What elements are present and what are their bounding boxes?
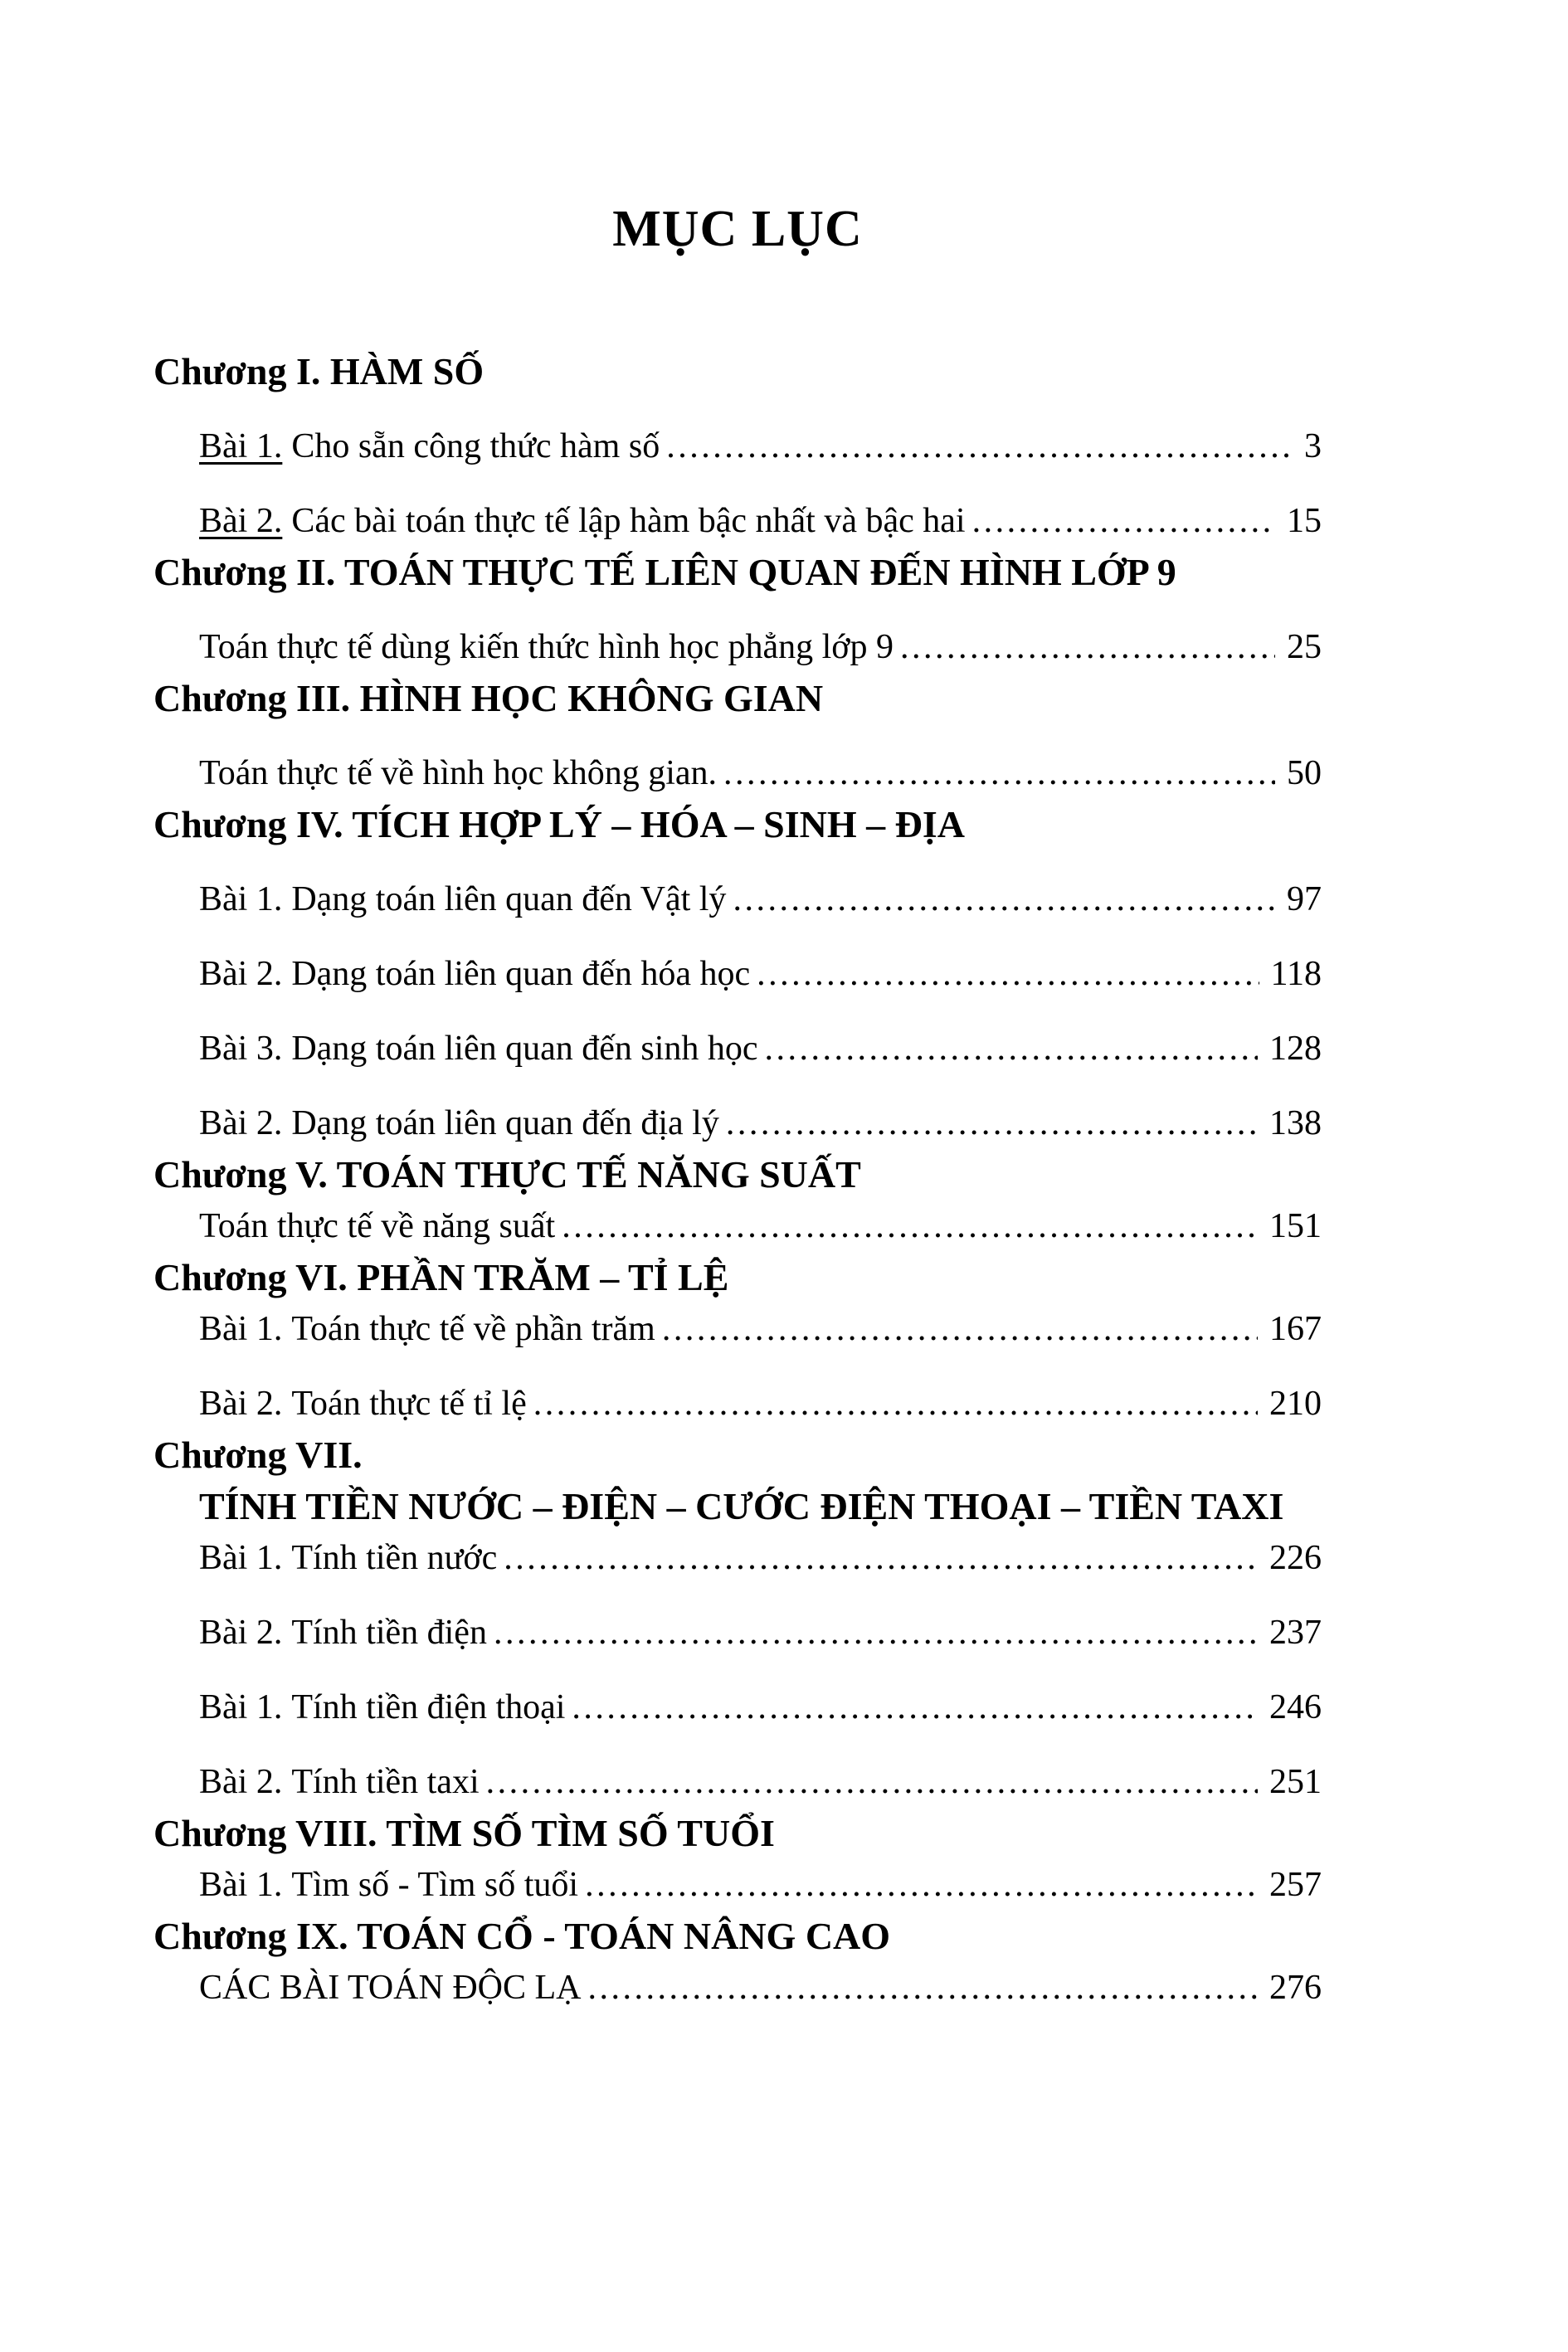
entry-text: Chương IX. TOÁN CỔ - TOÁN NÂNG CAO [153, 1915, 891, 1957]
entry-prefix: Bài 1. [199, 880, 283, 918]
toc-row [153, 495, 1322, 547]
leader-dots [972, 495, 1275, 547]
entry-text: Toán thực tế tỉ lệ [291, 1385, 527, 1423]
toc-row [153, 1429, 1322, 1481]
toc-row [153, 547, 1322, 598]
entry-prefix: Bài 1. [199, 1688, 283, 1726]
entry-prefix: Bài 1. [199, 427, 283, 465]
toc-row [153, 1532, 1322, 1584]
entry-text: CÁC BÀI TOÁN ĐỘC LẠ [199, 1969, 582, 2007]
entry-text: Dạng toán liên quan đến Vật lý [291, 880, 727, 918]
entry-text: Tính tiền điện thoại [291, 1688, 566, 1726]
entry-page: 167 [1269, 1310, 1322, 1348]
entry-prefix: Bài 1. [199, 1866, 283, 1904]
leader-dots [504, 1532, 1258, 1584]
entry-page: 276 [1269, 1969, 1322, 2007]
entry-prefix: Bài 2. [199, 1763, 283, 1801]
entry-text: Tính tiền nước [291, 1539, 498, 1577]
leader-dots [533, 1378, 1258, 1429]
toc-row [153, 673, 1322, 724]
entry-text: Các bài toán thực tế lập hàm bậc nhất và bậc hai [291, 502, 966, 540]
toc-row [153, 1682, 1322, 1733]
leader-dots [585, 1859, 1258, 1911]
entry-text: Toán thực tế dùng kiến thức hình học phẳng lớp 9 [199, 628, 894, 666]
entry-prefix: Bài 3. [199, 1030, 283, 1068]
toc-row [153, 421, 1322, 472]
toc-row [153, 1808, 1322, 1859]
leader-dots [726, 1098, 1258, 1149]
entry-text: Cho sẵn công thức hàm số [291, 427, 660, 465]
toc-row [153, 1859, 1322, 1911]
entry-page: 138 [1269, 1104, 1322, 1142]
entry-prefix: Bài 2. [199, 955, 283, 993]
entry-page: 237 [1269, 1614, 1322, 1652]
toc-row [153, 1962, 1322, 2014]
toc-row [153, 1378, 1322, 1429]
leader-dots [733, 874, 1275, 925]
entry-text: Tính tiền taxi [291, 1763, 480, 1801]
entry-page: 3 [1304, 427, 1322, 465]
entry-page: 251 [1269, 1763, 1322, 1801]
entry-text: Dạng toán liên quan đến hóa học [291, 955, 751, 993]
toc-row [153, 1303, 1322, 1355]
entry-prefix: Bài 1. [199, 1310, 283, 1348]
entry-page: 118 [1270, 955, 1322, 993]
entry-prefix: Bài 2. [199, 1104, 283, 1142]
entry-text: Chương I. HÀM SỐ [153, 350, 485, 392]
toc-row [153, 799, 1322, 850]
entry-page: 97 [1287, 880, 1322, 918]
toc-row [153, 1252, 1322, 1303]
toc-row [153, 948, 1322, 1000]
entry-text: Toán thực tế về hình học không gian. [199, 754, 718, 792]
entry-page: 226 [1269, 1539, 1322, 1577]
toc-list [153, 346, 1322, 2014]
leader-dots [723, 747, 1275, 799]
leader-dots [562, 1200, 1258, 1252]
entry-prefix: Bài 1. [199, 1539, 283, 1577]
toc-row [153, 1607, 1322, 1658]
leader-dots [757, 948, 1259, 1000]
entry-prefix: Bài 2. [199, 1614, 283, 1652]
entry-page: 128 [1269, 1030, 1322, 1068]
leader-dots [765, 1023, 1258, 1074]
page-title: MỤC LỤC [612, 201, 863, 257]
entry-page: 257 [1269, 1866, 1322, 1904]
entry-page: 50 [1287, 754, 1322, 792]
entry-text: Chương IV. TÍCH HỢP LÝ – HÓA – SINH – ĐỊA [153, 803, 965, 845]
leader-dots [572, 1682, 1258, 1733]
entry-text: Chương II. TOÁN THỰC TẾ LIÊN QUAN ĐẾN HÌNH LỚP 9 [153, 551, 1176, 593]
entry-text: Tìm số - Tìm số tuổi [291, 1866, 579, 1904]
toc-row [153, 874, 1322, 925]
entry-text: Chương III. HÌNH HỌC KHÔNG GIAN [153, 677, 824, 719]
leader-dots [900, 621, 1275, 673]
toc-row [153, 1098, 1322, 1149]
entry-page: 210 [1269, 1385, 1322, 1423]
toc-row [153, 621, 1322, 673]
toc-row [153, 1023, 1322, 1074]
entry-text: Tính tiền điện [291, 1614, 487, 1652]
toc-row [153, 1911, 1322, 1962]
entry-text: Chương V. TOÁN THỰC TẾ NĂNG SUẤT [153, 1153, 861, 1195]
leader-dots [587, 1962, 1258, 2014]
entry-text: Chương VII. [153, 1434, 363, 1476]
entry-page: 15 [1287, 502, 1322, 540]
entry-text: Toán thực tế về phần trăm [291, 1310, 655, 1348]
toc-row [153, 747, 1322, 799]
entry-text: Chương VIII. TÌM SỐ TÌM SỐ TUỔI [153, 1812, 775, 1854]
entry-page: 246 [1269, 1688, 1322, 1726]
entry-text: Chương VI. PHẦN TRĂM – TỈ LỆ [153, 1256, 729, 1298]
entry-page: 151 [1269, 1207, 1322, 1245]
entry-text: Dạng toán liên quan đến địa lý [291, 1104, 719, 1142]
leader-dots [486, 1756, 1258, 1808]
entry-text: Dạng toán liên quan đến sinh học [291, 1030, 758, 1068]
toc-row [153, 1481, 1322, 1532]
toc-row [153, 1200, 1322, 1252]
toc-row [153, 346, 1322, 397]
toc-row [153, 1756, 1322, 1808]
leader-dots [494, 1607, 1258, 1658]
toc-row [153, 1149, 1322, 1200]
entry-page: 25 [1287, 628, 1322, 666]
entry-text: TÍNH TIỀN NƯỚC – ĐIỆN – CƯỚC ĐIỆN THOẠI – TIỀN TAXI [199, 1485, 1284, 1527]
leader-dots [662, 1303, 1258, 1355]
entry-prefix: Bài 2. [199, 502, 283, 540]
entry-prefix: Bài 2. [199, 1385, 283, 1423]
leader-dots [666, 421, 1293, 472]
entry-text: Toán thực tế về năng suất [199, 1207, 556, 1245]
